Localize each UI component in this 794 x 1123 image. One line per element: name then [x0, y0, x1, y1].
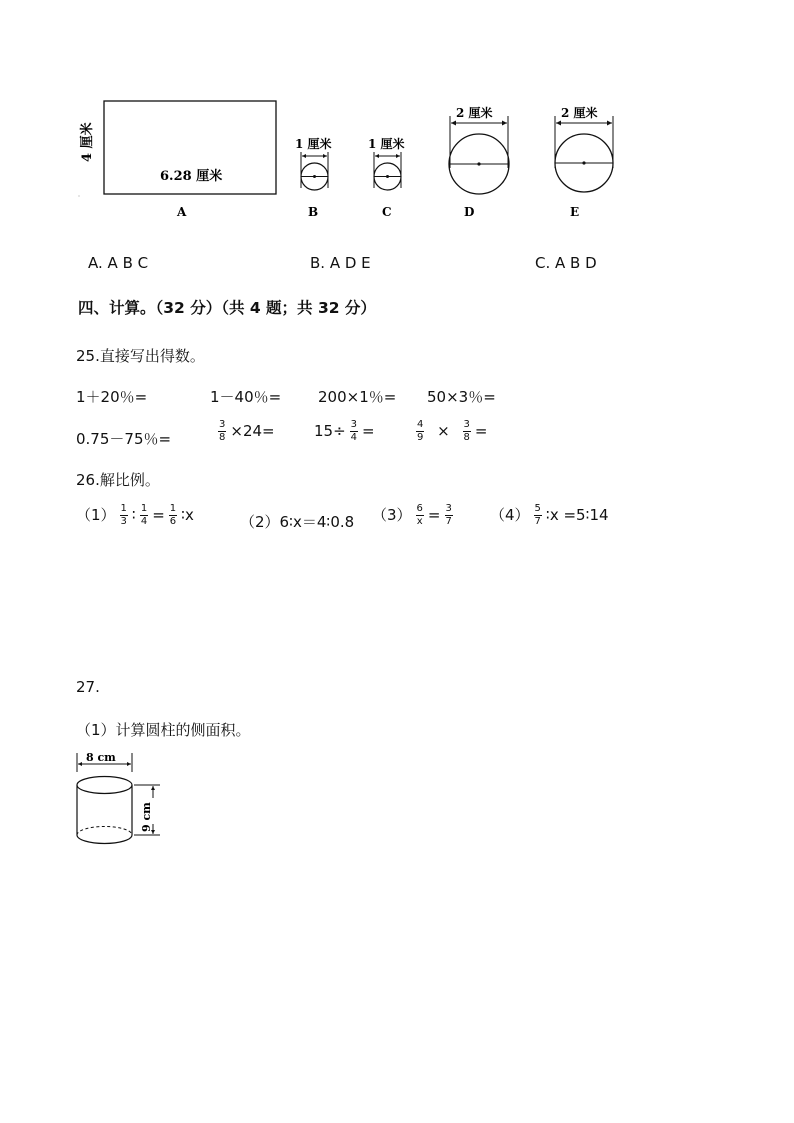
circle-b: [301, 152, 328, 190]
q25-title: 25.直接写出得数。: [76, 347, 205, 365]
q25-item-1: 1＋20％=: [76, 388, 148, 406]
fraction: $\frac{3}{4}$: [350, 419, 358, 443]
cylinder-diameter-label: 8 cm: [86, 751, 116, 764]
fraction: $\frac{3}{8}$: [463, 419, 470, 443]
q25-item-3: 200×1％=: [318, 388, 397, 406]
circle-d: [449, 116, 509, 194]
q27-sub-1: （1）计算圆柱的侧面积。: [76, 721, 251, 739]
circle-e: [555, 116, 613, 192]
q26-part-1: （1） $\frac{1}{3}$ ∶ $\frac{1}{4}$ = $\frac{1}{6}$ ∶x: [76, 503, 194, 527]
shape-letter-b: B: [308, 205, 319, 219]
q26-part-3: （3） $\frac{6}{x}$ = $\frac{3}{7}$: [372, 503, 452, 527]
q25-item-7: 15÷ $\frac{3}{4}$ =: [314, 419, 375, 443]
q26-part-2: （2）6∶x＝4∶0.8: [240, 513, 355, 531]
shape-letter-a: A: [177, 205, 187, 219]
shapes-figure: [70, 88, 630, 228]
shape-letter-e: E: [570, 205, 580, 219]
rect-width-label: 6.28 厘米: [160, 169, 223, 184]
section-4-heading: 四、计算。（32 分）（共 4 题；共 32 分）: [78, 299, 376, 317]
option-c[interactable]: C. A B D: [535, 254, 597, 272]
cylinder-figure: [70, 748, 165, 853]
circle-c-label: 1 厘米: [368, 137, 405, 151]
shape-letter-c: C: [382, 205, 392, 219]
q25-item-6: $\frac{3}{8}$ ×24=: [219, 419, 275, 443]
q25-item-4: 50×3％=: [427, 388, 496, 406]
q25-item-2: 1－40％=: [210, 388, 282, 406]
cylinder-height-label: 9 cm: [140, 802, 153, 832]
q26-title: 26.解比例。: [76, 471, 160, 489]
option-b[interactable]: B. A D E: [310, 254, 371, 272]
q26-part-4: （4） $\frac{5}{7}$ ∶x =5∶14: [490, 503, 609, 527]
shape-letter-d: D: [464, 205, 475, 219]
rect-height-label: 4 厘米: [80, 122, 95, 162]
q25-item-5: 0.75－75％=: [76, 430, 172, 448]
circle-c: [374, 152, 401, 190]
circle-b-label: 1 厘米: [295, 137, 332, 151]
fraction: $\frac{3}{8}$: [219, 419, 226, 443]
fraction: $\frac{4}{9}$: [417, 419, 424, 443]
circle-e-label: 2 厘米: [561, 106, 598, 120]
q27-title: 27.: [76, 678, 100, 696]
q25-item-8: $\frac{4}{9}$ × $\frac{3}{8}$ =: [417, 419, 488, 443]
option-a[interactable]: A. A B C: [88, 254, 149, 272]
circle-d-label: 2 厘米: [456, 106, 493, 120]
